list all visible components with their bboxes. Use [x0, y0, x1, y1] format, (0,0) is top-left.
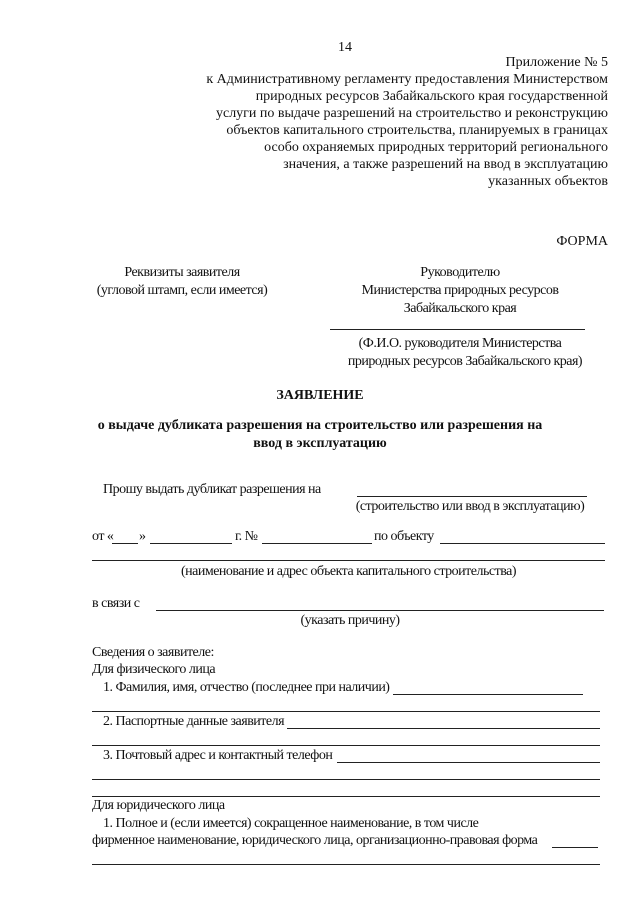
date-day-field[interactable] [112, 543, 138, 544]
recipient-caption-2: природных ресурсов Забайкальского края) [347, 354, 583, 369]
appendix-line-3: природных ресурсов Забайкальского края государственной [255, 89, 608, 104]
address-phone-field[interactable] [337, 762, 600, 763]
recipient-line-2: Министерства природных ресурсов [361, 283, 559, 298]
individual-item-2: 2. Паспортные данные заявителя [103, 714, 285, 729]
legal-name-field-continued[interactable] [92, 864, 600, 865]
recipient-signature-line[interactable] [330, 329, 585, 330]
address-phone-field-continued-2[interactable] [92, 796, 600, 797]
date-from-label: от « [92, 529, 114, 544]
appendix-line-1: Приложение № 5 [505, 55, 608, 70]
full-name-field[interactable] [393, 694, 583, 695]
appendix-line-2: к Административному регламенту предоставления Министерством [206, 72, 608, 87]
object-field[interactable] [440, 543, 605, 544]
reason-label: в связи с [92, 596, 140, 611]
recipient-line-3: Забайкальского края [403, 301, 517, 316]
document-subtitle-1: о выдаче дубликата разрешения на строительство или разрешения на [97, 418, 543, 433]
date-year-label: г. № [235, 529, 258, 544]
reason-caption: (указать причину) [300, 613, 400, 628]
form-label: ФОРМА [556, 234, 608, 249]
individual-item-3: 3. Почтовый адрес и контактный телефон [103, 748, 333, 763]
appendix-line-7: значения, а также разрешений на ввод в эксплуатацию [283, 157, 608, 172]
legal-item-1-line-2: фирменное наименование, юридического лица, организационно-правовая форма [92, 833, 538, 848]
passport-field[interactable] [287, 728, 600, 729]
legal-item-1-line-1: 1. Полное и (если имеется) сокращенное наименование, в том числе [103, 816, 479, 831]
passport-field-continued[interactable] [92, 745, 600, 746]
individual-heading: Для физического лица [92, 662, 216, 677]
reason-field[interactable] [156, 610, 604, 611]
appendix-line-4: услуги по выдаче разрешений на строительство и реконструкцию [215, 106, 608, 121]
appendix-line-8: указанных объектов [488, 174, 608, 189]
requisites-line-2: (угловой штамп, если имеется) [96, 283, 268, 298]
object-label: по объекту [374, 529, 434, 544]
date-month-field[interactable] [150, 543, 232, 544]
applicant-heading: Сведения о заявителе: [92, 645, 214, 660]
request-type-field[interactable] [357, 496, 587, 497]
date-quote-close: » [139, 529, 146, 544]
individual-item-1: 1. Фамилия, имя, отчество (последнее при наличии) [103, 680, 390, 695]
document-title: ЗАЯВЛЕНИЕ [276, 388, 364, 403]
object-caption: (наименование и адрес объекта капитального строительства) [180, 564, 517, 579]
legal-heading: Для юридического лица [92, 798, 225, 813]
recipient-caption-1: (Ф.И.О. руководителя Министерства [358, 336, 562, 351]
request-type-caption: (строительство или ввод в эксплуатацию) [355, 499, 585, 514]
object-name-address-field[interactable] [92, 560, 605, 561]
appendix-line-5: объектов капитального строительства, планируемых в границах [226, 123, 608, 138]
full-name-field-continued[interactable] [92, 711, 600, 712]
recipient-line-1: Руководителю [420, 265, 500, 280]
permit-number-field[interactable] [262, 543, 372, 544]
legal-form-field[interactable] [552, 847, 598, 848]
requisites-line-1: Реквизиты заявителя [124, 265, 240, 280]
request-text: Прошу выдать дубликат разрешения на [103, 482, 321, 497]
document-subtitle-2: ввод в эксплуатацию [253, 436, 387, 451]
address-phone-field-continued-1[interactable] [92, 779, 600, 780]
appendix-line-6: особо охраняемых природных территорий регионального [264, 140, 608, 155]
page-number: 14 [338, 40, 352, 55]
